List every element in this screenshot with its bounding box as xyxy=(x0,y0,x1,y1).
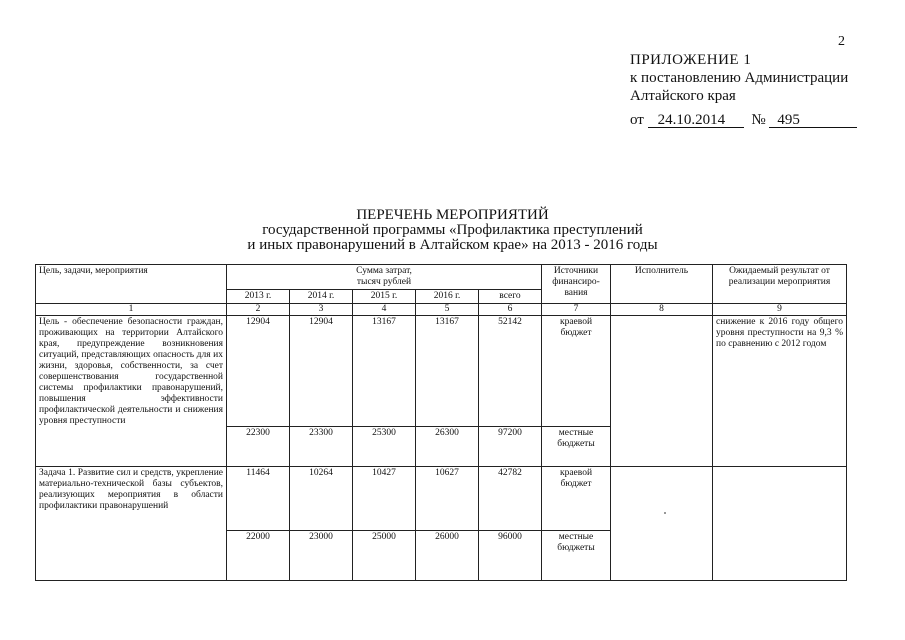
appendix-date-line xyxy=(630,111,857,129)
cell-value: 22000 xyxy=(227,531,290,581)
header-2016: 2016 г. xyxy=(416,290,479,304)
header-row-1 xyxy=(36,265,847,290)
col-num: 6 xyxy=(479,304,542,316)
cell-value: 42782 xyxy=(479,467,542,531)
cell-value: 26000 xyxy=(416,531,479,581)
header-2014: 2014 г. xyxy=(290,290,353,304)
cell-value: 52142 xyxy=(479,316,542,427)
table-row xyxy=(36,316,847,427)
from-label: от xyxy=(630,112,644,128)
document-title xyxy=(0,208,905,253)
page-number: 2 xyxy=(838,34,845,49)
appendix-decree-line: к постановлению Администрации xyxy=(630,70,849,86)
title-line-3: и иных правонарушений в Алтайском крае» на 2013 - 2016 годы xyxy=(247,237,658,253)
header-result: Ожидаемый результат от реализации мероприятия xyxy=(713,265,847,304)
title-line-1: ПЕРЕЧЕНЬ МЕРОПРИЯТИЙ xyxy=(356,207,549,223)
cell-source: местные бюджеты xyxy=(542,427,611,467)
appendix-region-line: Алтайского края xyxy=(630,88,736,104)
cell-value: 11464 xyxy=(227,467,290,531)
cell-value: 10264 xyxy=(290,467,353,531)
column-number-row xyxy=(36,304,847,316)
appendix-block xyxy=(630,51,857,129)
goal-result: снижение к 2016 году общего уровня преступности на 9,3 % по сравнению с 2012 годом xyxy=(713,316,847,467)
col-num: 4 xyxy=(353,304,416,316)
cell-source: местные бюджеты xyxy=(542,531,611,581)
cell-executor xyxy=(611,467,713,581)
decree-number: 495 xyxy=(769,113,857,128)
number-label: № xyxy=(751,112,766,128)
cell-value: 22300 xyxy=(227,427,290,467)
col-num: 3 xyxy=(290,304,353,316)
task-text: Задача 1. Развитие сил и средств, укрепление материально-технической базы субъектов, реализующих мероприятия в области профилактики правонарушений xyxy=(36,467,227,581)
header-sources: Источники финансиро-вания xyxy=(542,265,611,304)
header-cost: Сумма затрат, тысяч рублей xyxy=(227,265,542,290)
cell-value: 26300 xyxy=(416,427,479,467)
cell-value: 23000 xyxy=(290,531,353,581)
col-num: 5 xyxy=(416,304,479,316)
cell-value: 25300 xyxy=(353,427,416,467)
cell-executor xyxy=(611,316,713,467)
header-2013: 2013 г. xyxy=(227,290,290,304)
cell-value: 96000 xyxy=(479,531,542,581)
col-num: 1 xyxy=(36,304,227,316)
measures-table xyxy=(35,264,847,581)
table-row xyxy=(36,467,847,531)
decree-date: 24.10.2014 xyxy=(648,113,744,128)
cell-source: краевой бюджет xyxy=(542,316,611,427)
cell-value: 97200 xyxy=(479,427,542,467)
header-2015: 2015 г. xyxy=(353,290,416,304)
title-line-2: государственной программы «Профилактика преступлений xyxy=(262,222,643,238)
col-num: 9 xyxy=(713,304,847,316)
col-num: 8 xyxy=(611,304,713,316)
header-executor: Исполнитель xyxy=(611,265,713,304)
header-goal: Цель, задачи, мероприятия xyxy=(36,265,227,304)
col-num: 7 xyxy=(542,304,611,316)
cell-value: 25000 xyxy=(353,531,416,581)
cell-value: 10427 xyxy=(353,467,416,531)
cell-value: 12904 xyxy=(290,316,353,427)
cell-value: 13167 xyxy=(353,316,416,427)
cell-value: 23300 xyxy=(290,427,353,467)
cell-source: краевой бюджет xyxy=(542,467,611,531)
cell-value: 13167 xyxy=(416,316,479,427)
appendix-title: ПРИЛОЖЕНИЕ 1 xyxy=(630,52,752,68)
task-result xyxy=(713,467,847,581)
cell-value: 12904 xyxy=(227,316,290,427)
header-total: всего xyxy=(479,290,542,304)
goal-text: Цель - обеспечение безопасности граждан, проживающих на территории Алтайского края, предупреждение возникновения ситуаций, представляющих опасность для их жизни, здоровья, собственности, за счет совершенствования государственной системы профилактики правонарушений, повышения эффективности профилактической деятельности и снижения уровня преступности xyxy=(36,316,227,467)
col-num: 2 xyxy=(227,304,290,316)
scan-speck xyxy=(664,512,666,514)
cell-value: 10627 xyxy=(416,467,479,531)
